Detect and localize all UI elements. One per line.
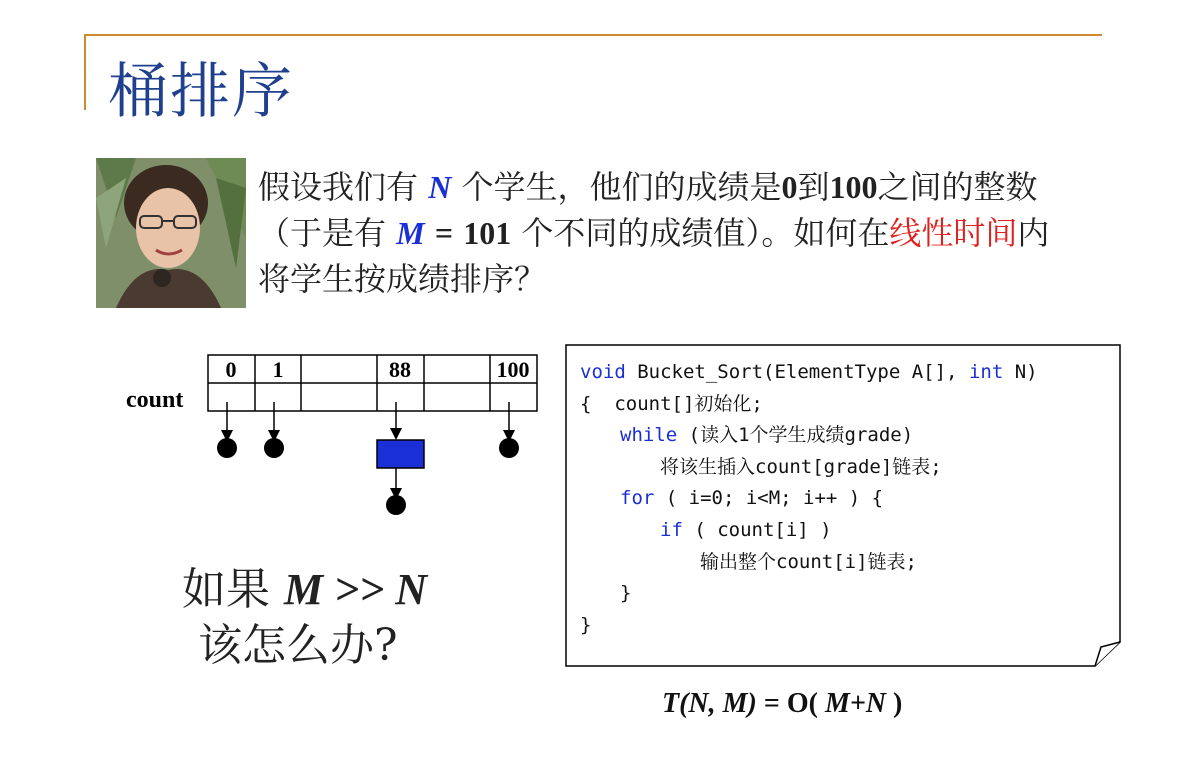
- complexity-t: T: [662, 688, 680, 719]
- grade-max: 100: [829, 169, 878, 205]
- bucket-diagram: [120, 350, 560, 530]
- code-line: [580, 420, 1038, 452]
- null-terminator-dot: [264, 438, 284, 458]
- index-label: 1: [272, 357, 284, 382]
- code-line: 将该生插入count[grade]链表;: [660, 455, 942, 478]
- null-terminator-dot: [217, 438, 237, 458]
- code-text: Bucket_Sort(ElementType A[],: [625, 361, 969, 383]
- complexity-expr: M+N: [824, 688, 887, 719]
- pseudocode-block: [580, 357, 1038, 641]
- code-line: [580, 483, 1038, 515]
- index-label: 100: [496, 357, 530, 382]
- code-line: }: [580, 613, 592, 636]
- code-keyword: if: [660, 518, 683, 541]
- linear-time-highlight: 线性时间: [889, 214, 1018, 252]
- intro-to: 到: [797, 168, 830, 206]
- code-line: { count[]初始化;: [580, 392, 763, 415]
- count-array-label: count: [126, 387, 184, 413]
- code-keyword: int: [968, 361, 1004, 383]
- var-n: N: [428, 169, 452, 205]
- index-label: 0: [225, 357, 237, 382]
- code-keyword: for: [620, 487, 655, 510]
- code-text: ( count[i] ): [682, 518, 832, 541]
- intro-text-1: 假设我们有: [258, 168, 419, 206]
- title-underline: [84, 34, 1102, 36]
- problem-statement: [258, 164, 1078, 302]
- code-keyword: while: [620, 424, 678, 447]
- intro-text-2: 个学生，他们的成绩是: [461, 168, 782, 206]
- null-terminator-dot: [386, 495, 406, 515]
- code-text: ( i=0; i<M; i++ ) {: [654, 487, 884, 510]
- portrait-photo: [96, 158, 246, 308]
- null-terminator-dot: [499, 438, 519, 458]
- var-m: M: [396, 215, 425, 251]
- intro-text-5: 内将学生按成绩排序？: [258, 214, 1050, 298]
- grade-min: 0: [781, 169, 798, 205]
- title-side-bar: [84, 34, 86, 110]
- code-line: [580, 515, 1038, 547]
- m-value: 101: [463, 215, 512, 251]
- code-line: }: [620, 582, 632, 605]
- count-array: [208, 355, 537, 411]
- complexity-args: (N, M): [679, 688, 757, 719]
- followup-question: [182, 562, 427, 674]
- intro-eq: =: [434, 215, 454, 251]
- code-text: (读入1个学生成绩grade): [677, 424, 914, 447]
- question-line-2: 该怎么办?: [198, 620, 398, 671]
- index-label: 88: [389, 357, 411, 382]
- list-node: [377, 440, 424, 468]
- slide-title: 桶排序: [108, 57, 294, 127]
- code-keyword: void: [580, 361, 626, 383]
- complexity-close: ): [886, 688, 903, 719]
- intro-text-4: 个不同的成绩值）。如何在: [521, 214, 890, 252]
- question-line-1: [182, 562, 427, 618]
- code-text: N): [1003, 361, 1038, 383]
- question-prefix: 如果: [182, 564, 270, 615]
- time-complexity: [662, 688, 902, 720]
- question-expr: M >> N: [284, 565, 428, 614]
- complexity-eq: = O(: [756, 688, 825, 719]
- code-line: [580, 357, 1038, 389]
- code-line: 输出整个count[i]链表;: [700, 550, 917, 573]
- intro-text-3: 之间的整数（于是有: [258, 168, 1038, 252]
